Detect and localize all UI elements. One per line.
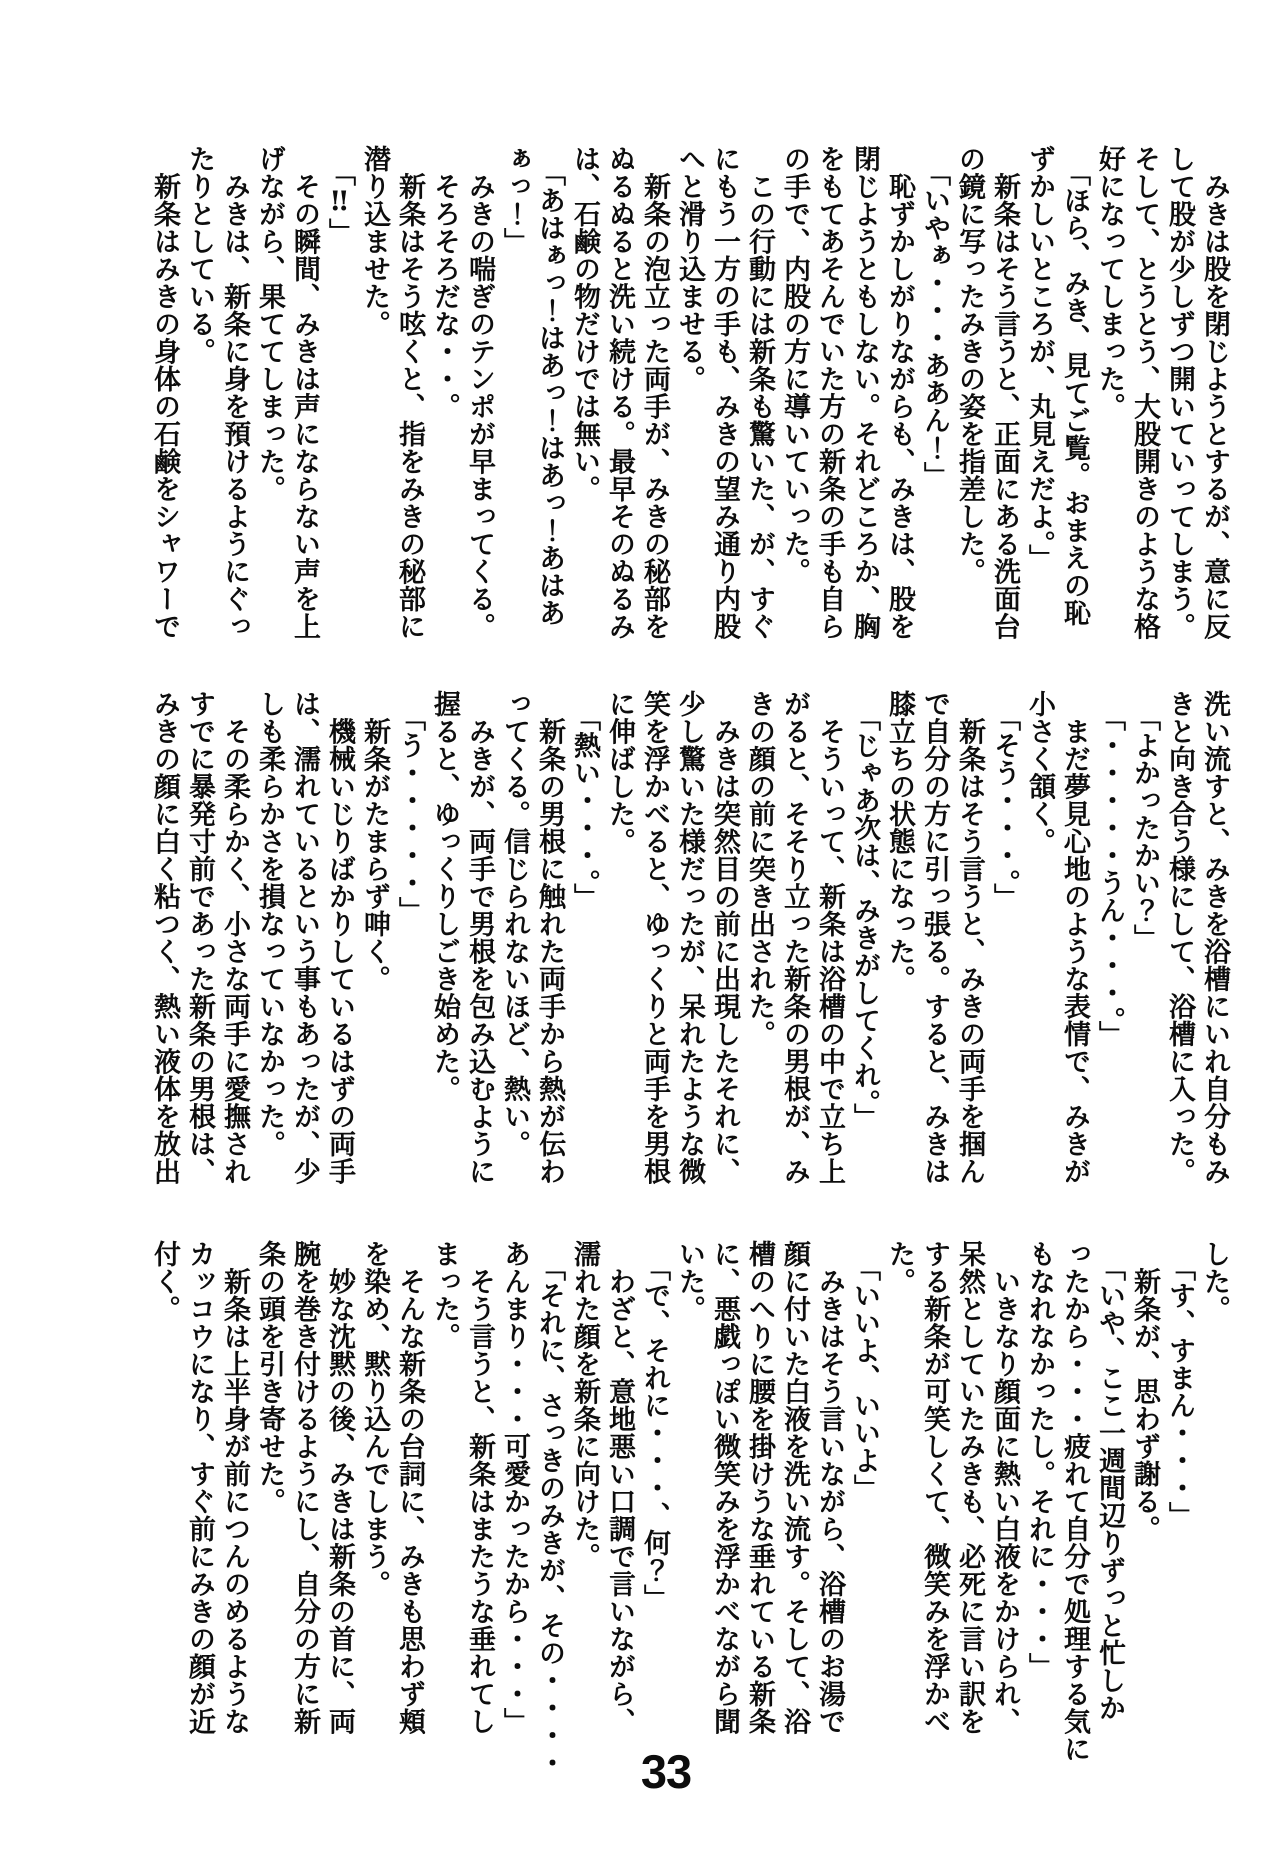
text-column: を染め、黙り込んでしまう。: [359, 1240, 390, 1598]
text-column: そして、とうとう、大股開きのような格: [1129, 145, 1160, 640]
text-column: する新条が可笑しくて、微笑みを浮かべ: [919, 1240, 950, 1735]
text-column: 「う・・・・・」: [394, 690, 425, 924]
text-column: 「で、それに・・・、何？」: [639, 1240, 670, 1612]
text-column: ずかしいところが、丸見えだよ。」: [1024, 145, 1055, 572]
text-column: 「いやぁ・・・ああん！」: [919, 145, 950, 489]
text-column: きの顔の前に突き出された。: [744, 690, 775, 1048]
text-column: いた。: [674, 1240, 705, 1323]
text-column: 呆然としていたみきも、必死に言い訳を: [954, 1240, 985, 1735]
text-column: カッコウになり、すぐ前にみきの顔が近: [184, 1240, 215, 1735]
text-column: 新条はそう言うと、正面にある洗面台: [989, 145, 1020, 640]
text-column: 「いや、ここ一週間辺りずっと忙しか: [1094, 1240, 1125, 1722]
text-column: 新条はそう呟くと、指をみきの秘部に: [394, 145, 425, 640]
text-column: ってくる。信じられないほど、熱い。: [499, 690, 530, 1158]
text-column: 新条の男根に触れた両手から熱が伝わ: [534, 690, 565, 1185]
text-column: いきなり顔面に熱い白液をかけられ、: [989, 1240, 1020, 1735]
text-column: その瞬間、みきは声にならない声を上: [289, 145, 320, 640]
text-column: そんな新条の台詞に、みきも思わず頬: [394, 1240, 425, 1735]
text-column: 「す、すまん・・・」: [1164, 1240, 1195, 1529]
text-column: ぬるぬると洗い続ける。最早そのぬるみ: [604, 145, 635, 640]
text-column: 潜り込ませた。: [359, 145, 390, 338]
text-column: 膝立ちの状態になった。: [884, 690, 915, 993]
text-column: 「よかったかい？」: [1129, 690, 1160, 952]
text-column: に伸ばした。: [604, 690, 635, 855]
text-column: げながら、果ててしまった。: [254, 145, 285, 503]
text-column: 握ると、ゆっくりしごき始めた。: [429, 690, 460, 1103]
text-column: しも柔らかさを損なっていなかった。: [254, 690, 285, 1158]
text-block-middle: [147, 690, 1232, 1195]
text-column: みきが、両手で男根を包み込むように: [464, 690, 495, 1185]
text-column: へと滑り込ませる。: [674, 145, 705, 393]
text-column: 「そう・・・。」: [989, 690, 1020, 911]
text-column: 顔に付いた白液を洗い流す。そして、浴: [779, 1240, 810, 1735]
text-column: もなれなかったし。それに・・・」: [1024, 1240, 1055, 1680]
text-column: 新条はそう言うと、みきの両手を掴ん: [954, 690, 985, 1185]
text-column: にもう一方の手も、みきの望み通り内股: [709, 145, 740, 640]
text-column: 「それに、さっきのみきが、その・・・・: [534, 1240, 565, 1777]
text-column: 新条がたまらず呻く。: [359, 690, 390, 993]
text-column: をもてあそんでいた方の新条の手も自ら: [814, 145, 845, 640]
text-column: みきは股を閉じようとするが、意に反: [1199, 145, 1230, 640]
text-column: 濡れた顔を新条に向けた。: [569, 1240, 600, 1570]
text-column: 「いいよ、いいよ」: [849, 1240, 880, 1502]
text-column: で自分の方に引っ張る。すると、みきは: [919, 690, 950, 1185]
text-column: 「‼」: [324, 145, 355, 246]
text-column: 新条の泡立った両手が、みきの秘部を: [639, 145, 670, 640]
text-column: は、濡れているという事もあったが、少: [289, 690, 320, 1185]
text-column: 槽のへりに腰を掛けうな垂れている新条: [744, 1240, 775, 1735]
text-column: 恥ずかしがりながらも、みきは、股を: [884, 145, 915, 640]
text-column: 新条はみきの身体の石鹸をシャワーで: [149, 145, 180, 640]
text-column: みきは突然目の前に出現したそれに、: [709, 690, 740, 1185]
text-column: 「あはぁっ！はあっ！はあっ！あはあ: [534, 145, 565, 627]
text-column: に、悪戯っぽい微笑みを浮かべながら聞: [709, 1240, 740, 1735]
text-column: 機械いじりばかりしているはずの両手: [324, 690, 355, 1185]
text-column: きと向き合う様にして、浴槽に入った。: [1164, 690, 1195, 1185]
text-block-top: [147, 145, 1232, 650]
text-column: 小さく頷く。: [1024, 690, 1055, 855]
text-column: の手で、内股の方に導いていった。: [779, 145, 810, 585]
text-column: そう言うと、新条はまたうな垂れてし: [464, 1240, 495, 1735]
text-column: がると、そそり立った新条の男根が、み: [779, 690, 810, 1185]
text-column: 付く。: [149, 1240, 180, 1323]
text-column: まった。: [429, 1240, 460, 1350]
text-column: みきは、新条に身を預けるようにぐっ: [219, 145, 250, 640]
text-column: 少し驚いた様だったが、呆れたような微: [674, 690, 705, 1185]
text-column: した。: [1199, 1240, 1230, 1323]
text-column: みきの喘ぎのテンポが早まってくる。: [464, 145, 495, 640]
text-column: の鏡に写ったみきの姿を指差した。: [954, 145, 985, 585]
text-column: 条の頭を引き寄せた。: [254, 1240, 285, 1515]
text-column: たりとしている。: [184, 145, 215, 365]
text-column: 笑を浮かべると、ゆっくりと両手を男根: [639, 690, 670, 1185]
text-column: 閉じようともしない。それどころか、胸: [849, 145, 880, 640]
text-column: は、石鹸の物だけでは無い。: [569, 145, 600, 503]
text-column: ったから・・・疲れて自分で処理する気に: [1059, 1240, 1090, 1763]
text-column: 「ほら、みき、見てご覧。おまえの恥: [1059, 145, 1090, 627]
text-column: 「・・・・・うん・・・。」: [1094, 690, 1125, 1048]
text-column: ぁっ！」: [499, 145, 530, 255]
text-column: そろそろだな・・。: [429, 145, 460, 420]
text-column: して股が少しずつ開いていってしまう。: [1164, 145, 1195, 640]
text-column: 新条は上半身が前につんのめるような: [219, 1240, 250, 1735]
text-column: あんまり・・・可愛かったから・・・」: [499, 1240, 530, 1735]
text-column: 腕を巻き付けるようにし、自分の方に新: [289, 1240, 320, 1735]
text-column: 「じゃあ次は、みきがしてくれ。」: [849, 690, 880, 1131]
text-column: 妙な沈黙の後、みきは新条の首に、両: [324, 1240, 355, 1735]
text-column: この行動には新条も驚いた、が、すぐ: [744, 145, 775, 640]
text-column: その柔らかく、小さな両手に愛撫され: [219, 690, 250, 1185]
text-column: た。: [884, 1240, 915, 1295]
text-column: そういって、新条は浴槽の中で立ち上: [814, 690, 845, 1185]
text-column: 新条が、思わず謝る。: [1129, 1240, 1160, 1543]
text-column: まだ夢見心地のような表情で、みきが: [1059, 690, 1090, 1185]
text-column: みきはそう言いながら、浴槽のお湯で: [814, 1240, 845, 1735]
text-column: 「熱い・・・。」: [569, 690, 600, 911]
text-column: 洗い流すと、みきを浴槽にいれ自分もみ: [1199, 690, 1230, 1185]
text-column: わざと、意地悪い口調で言いながら、: [604, 1240, 635, 1735]
text-column: すでに暴発寸前であった新条の男根は、: [184, 690, 215, 1185]
page-number: 33: [640, 1745, 692, 1798]
text-column: 好になってしまった。: [1094, 145, 1125, 420]
text-column: みきの顔に白く粘つく、熱い液体を放出: [149, 690, 180, 1185]
